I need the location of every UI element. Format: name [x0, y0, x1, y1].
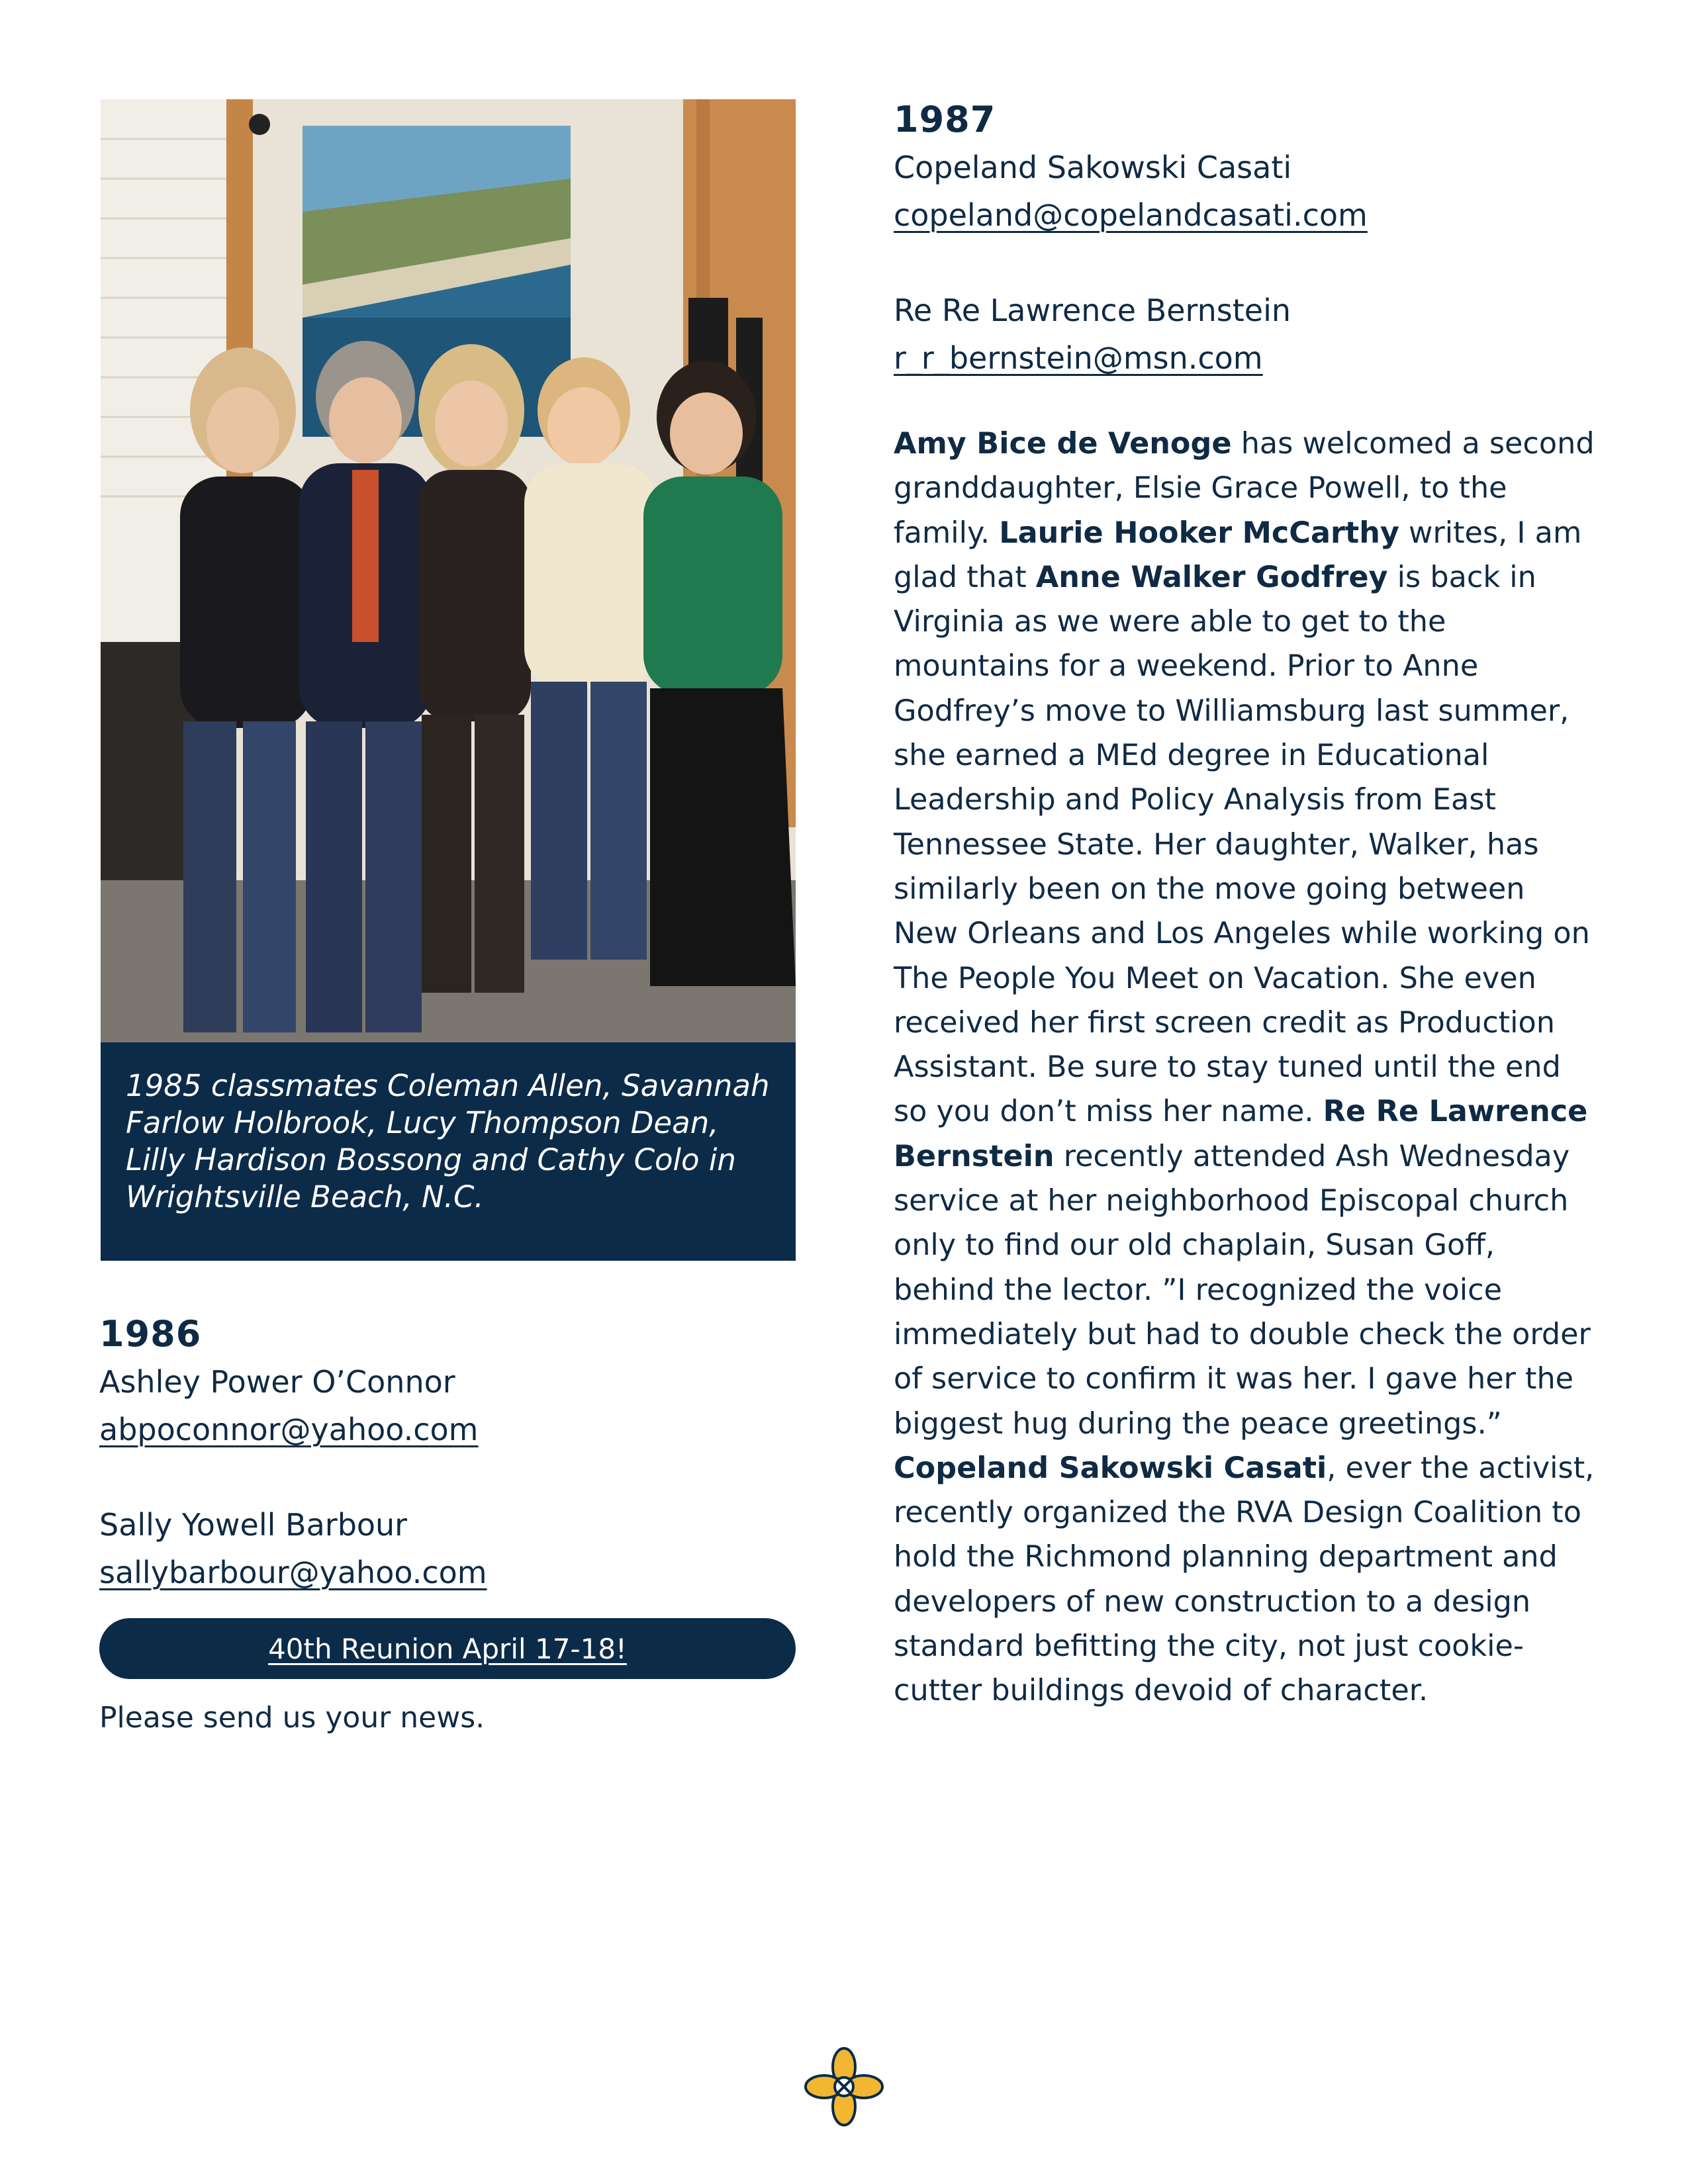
correspondent-email-link[interactable]: r_r_bernstein@msn.com: [894, 340, 1263, 376]
classmate-name: Laurie Hooker McCarthy: [999, 516, 1399, 550]
classmate-name: Copeland Sakowski Casati: [894, 1451, 1327, 1485]
class-1986-section: [99, 1310, 801, 1596]
class-year-1987: 1987: [894, 99, 996, 140]
correspondent-name: Re Re Lawrence Bernstein: [894, 293, 1291, 328]
classmate-name: Amy Bice de Venoge: [894, 427, 1232, 461]
news-text: writes, I am glad that: [894, 516, 1582, 594]
photo-caption-text: 1985 classmates Coleman Allen, Savannah Farlow Holbrook, Lucy Thompson Dean, Lilly Hardison Bossong and Cathy Colo in Wrightsville Beach, N.C.: [126, 1068, 770, 1214]
correspondent-email-link[interactable]: abpoconnor@yahoo.com: [99, 1412, 479, 1447]
class-year-1986: 1986: [99, 1313, 202, 1355]
correspondent-name: Ashley Power O’Connor: [99, 1364, 455, 1400]
school-logo-icon: [802, 2045, 886, 2128]
news-text: has welcomed a second granddaughter, Elsie Grace Powell, to the family.: [894, 427, 1595, 550]
reunion-banner[interactable]: [99, 1618, 796, 1679]
correspondent-name: Copeland Sakowski Casati: [894, 150, 1292, 185]
group-photo: [101, 99, 796, 1042]
group-photo-illustration: [101, 99, 796, 1042]
photo-caption: [101, 1042, 796, 1261]
classmate-name: Anne Walker Godfrey: [1035, 560, 1388, 594]
correspondent-name: Sally Yowell Barbour: [99, 1507, 408, 1543]
correspondent-email-link[interactable]: copeland@copelandcasati.com: [894, 197, 1368, 233]
classmate-name: Re Re Lawrence Bernstein: [894, 1095, 1588, 1173]
class-news-paragraph: [894, 422, 1595, 1713]
send-news-note: Please send us your news.: [99, 1701, 485, 1735]
reunion-banner-label[interactable]: 40th Reunion April 17-18!: [268, 1632, 627, 1665]
news-text: is back in Virginia as we were able to get to the mountains for a weekend. Prior to Anne Godfrey’s move to Williamsburg last summer, she earned a MEd degree in Educational Leadership and Policy Analysis from East Tennessee State. Her daughter, Walker, has similarly been on the move going between New Orleans and Los Angeles while working on The People You Meet on Vacation. She even received her first screen credit as Production Assistant. Be sure to stay tuned until the end so you don’t miss her name.: [894, 560, 1590, 1129]
news-text: , ever the activist, recently organized the RVA Design Coalition to hold the Richmond planning department and developers of new construction to a design standard befitting the city, not just cookie-cutter buildings devoid of character.: [894, 1451, 1595, 1708]
class-1987-section: [894, 96, 1595, 1713]
news-text: recently attended Ash Wednesday service at her neighborhood Episcopal church only to find our old chaplain, Susan Goff, behind the lector. ”I recognized the voice immediately but had to double check the order of service to confirm it was her. I gave her the biggest hug during the peace greetings.”: [894, 1139, 1591, 1441]
correspondent-email-link[interactable]: sallybarbour@yahoo.com: [99, 1555, 487, 1590]
